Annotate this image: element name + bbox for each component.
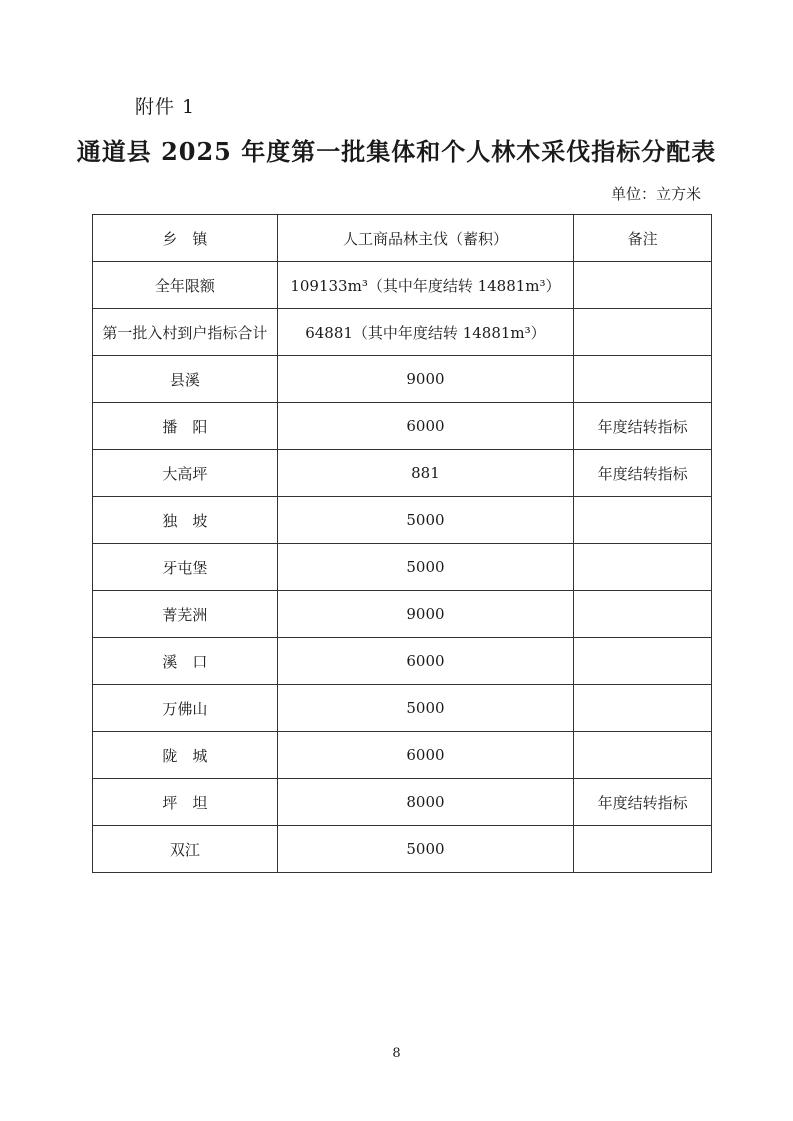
table-row [93, 450, 712, 497]
volume-cell: 5000 [277, 497, 574, 544]
town-cell: 牙屯堡 [93, 544, 278, 591]
town-cell: 播 阳 [93, 403, 278, 450]
table-row [93, 262, 712, 309]
document-title: 通道县 2025 年度第一批集体和个人林木采伐指标分配表 [76, 137, 717, 166]
table-row [93, 497, 712, 544]
town-cell: 菁芜洲 [93, 591, 278, 638]
header-note: 备注 [574, 215, 712, 262]
town-cell: 大高坪 [93, 450, 278, 497]
note-cell: 年度结转指标 [574, 403, 712, 450]
note-cell [574, 732, 712, 779]
volume-cell: 5000 [277, 685, 574, 732]
table-body [93, 262, 712, 873]
note-cell [574, 262, 712, 309]
note-cell [574, 309, 712, 356]
town-cell: 第一批入村到户指标合计 [93, 309, 278, 356]
note-cell: 年度结转指标 [574, 450, 712, 497]
unit-label: 单位：立方米 [610, 185, 701, 203]
table-row [93, 732, 712, 779]
volume-cell: 6000 [277, 403, 574, 450]
town-cell: 双江 [93, 826, 278, 873]
note-cell [574, 356, 712, 403]
town-cell: 溪 口 [93, 638, 278, 685]
table-row [93, 403, 712, 450]
volume-cell: 109133m³（其中年度结转 14881m³） [277, 262, 574, 309]
note-cell [574, 497, 712, 544]
table-row [93, 356, 712, 403]
volume-cell: 6000 [277, 638, 574, 685]
note-cell [574, 685, 712, 732]
page-number: 8 [392, 1046, 401, 1061]
note-cell [574, 591, 712, 638]
note-cell [574, 544, 712, 591]
header-town: 乡 镇 [93, 215, 278, 262]
volume-cell: 6000 [277, 732, 574, 779]
volume-cell: 5000 [277, 826, 574, 873]
table-row [93, 826, 712, 873]
header-volume: 人工商品林主伐（蓄积） [277, 215, 574, 262]
volume-cell: 5000 [277, 544, 574, 591]
table-row [93, 779, 712, 826]
allocation-table [92, 214, 712, 873]
table-header-row [93, 215, 712, 262]
volume-cell: 881 [277, 450, 574, 497]
table-row [93, 638, 712, 685]
town-cell: 陇 城 [93, 732, 278, 779]
town-cell: 独 坡 [93, 497, 278, 544]
volume-cell: 9000 [277, 591, 574, 638]
attachment-label: 附件 1 [135, 96, 196, 118]
town-cell: 坪 坦 [93, 779, 278, 826]
note-cell [574, 826, 712, 873]
town-cell: 全年限额 [93, 262, 278, 309]
note-cell [574, 638, 712, 685]
table-row [93, 309, 712, 356]
note-cell: 年度结转指标 [574, 779, 712, 826]
table-row [93, 591, 712, 638]
volume-cell: 9000 [277, 356, 574, 403]
town-cell: 万佛山 [93, 685, 278, 732]
table-row [93, 685, 712, 732]
table-row [93, 544, 712, 591]
town-cell: 县溪 [93, 356, 278, 403]
volume-cell: 64881（其中年度结转 14881m³） [277, 309, 574, 356]
volume-cell: 8000 [277, 779, 574, 826]
